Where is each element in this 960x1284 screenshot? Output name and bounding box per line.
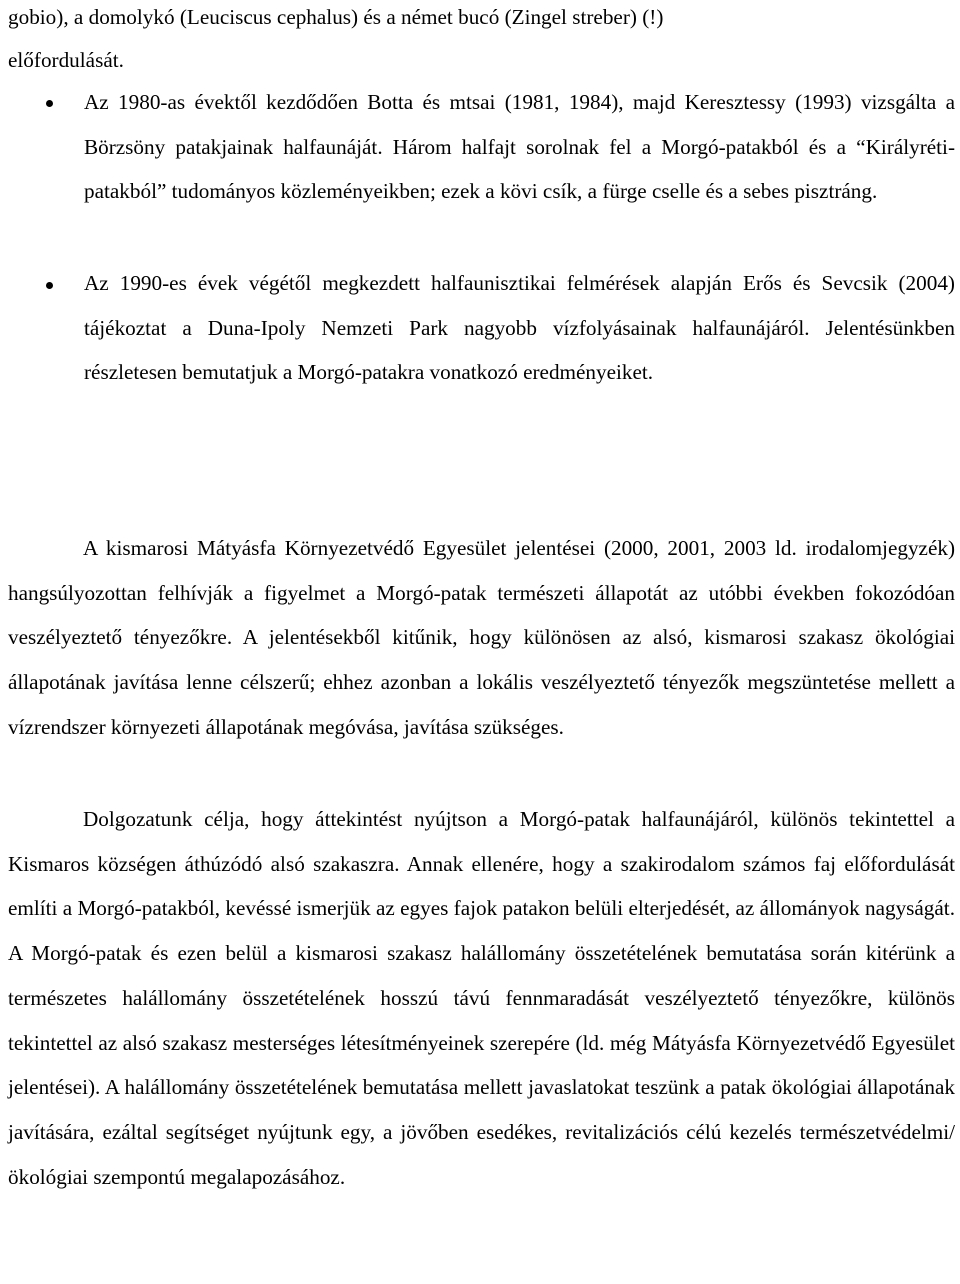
continuation-line-1: gobio), a domolykó (Leuciscus cephalus) és a német bucó (Zingel streber) (!) xyxy=(8,5,664,29)
bullet-dot-icon xyxy=(46,100,53,107)
paragraph-2: Dolgozatunk célja, hogy áttekintést nyújtson a Morgó-patak halfaunájáról, különös tekintettel a Kismaros községen áthúzódó alsó szakaszra. Annak ellenére, hogy a szakirodalom számos faj előfordulását említi a Morgó-patakból, kevéssé ismerjük az egyes fajok patakon belüli elterjedését, az állományok nagyságát. A Morgó-patak és ezen belül a kismarosi szakasz halállomány összetételének bemutatása során kitérünk a természetes halállomány összetételének hosszú távú fennmaradását veszélyeztető tényezőkre, különös tekintettel az alsó szakasz mesterséges létesítményeinek szerepére (ld. még Mátyásfa Környezetvédő Egyesület jelentései). A halállomány összetételének bemutatása mellett javaslatokat teszünk a patak ökológiai állapotának javítására, ezáltal segítséget nyújtunk egy, a jövőben esedékes, revitalizációs célú kezelés természetvédelmi/ökológiai szempontú megalapozásához. xyxy=(8,807,955,1189)
paragraph-1: A kismarosi Mátyásfa Környezetvédő Egyesület jelentései (2000, 2001, 2003 ld. irodalomjegyzék) hangsúlyozottan felhívják a figyelmet a Morgó-patak természeti állapotát az utóbbi években fokozódóan veszélyeztető tényezőkre. A jelentésekből kitűnik, hogy különösen az alsó, kismarosi szakasz ökológiai állapotának javítása lenne célszerű; ehhez azonban a lokális veszélyeztető tényezők megszüntetése mellett a vízrendszer környezeti állapotának megóvása, javítása szükséges. xyxy=(8,536,955,739)
bullet-item-2: Az 1990-es évek végétől megkezdett halfaunisztikai felmérések alapján Erős és Sevcsik (2004) tájékoztat a Duna-Ipoly Nemzeti Park nagyobb vízfolyásainak halfaunájáról. Jelentésünkben részletesen bemutatjuk a Morgó-patakra vonatkozó eredményeiket. xyxy=(84,271,955,385)
bullet-item-1: Az 1980-as évektől kezdődően Botta és mtsai (1981, 1984), majd Keresztessy (1993) vizsgálta a Börzsöny patakjainak halfaunáját. Három halfajt sorolnak fel a Morgó-patakból és a “Királyréti-patakból” tudományos közleményeikben; ezek a kövi csík, a fürge cselle és a sebes pisztráng. xyxy=(84,90,955,204)
bullet-dot-icon xyxy=(46,282,53,289)
continuation-line-2: előfordulását. xyxy=(8,48,124,72)
